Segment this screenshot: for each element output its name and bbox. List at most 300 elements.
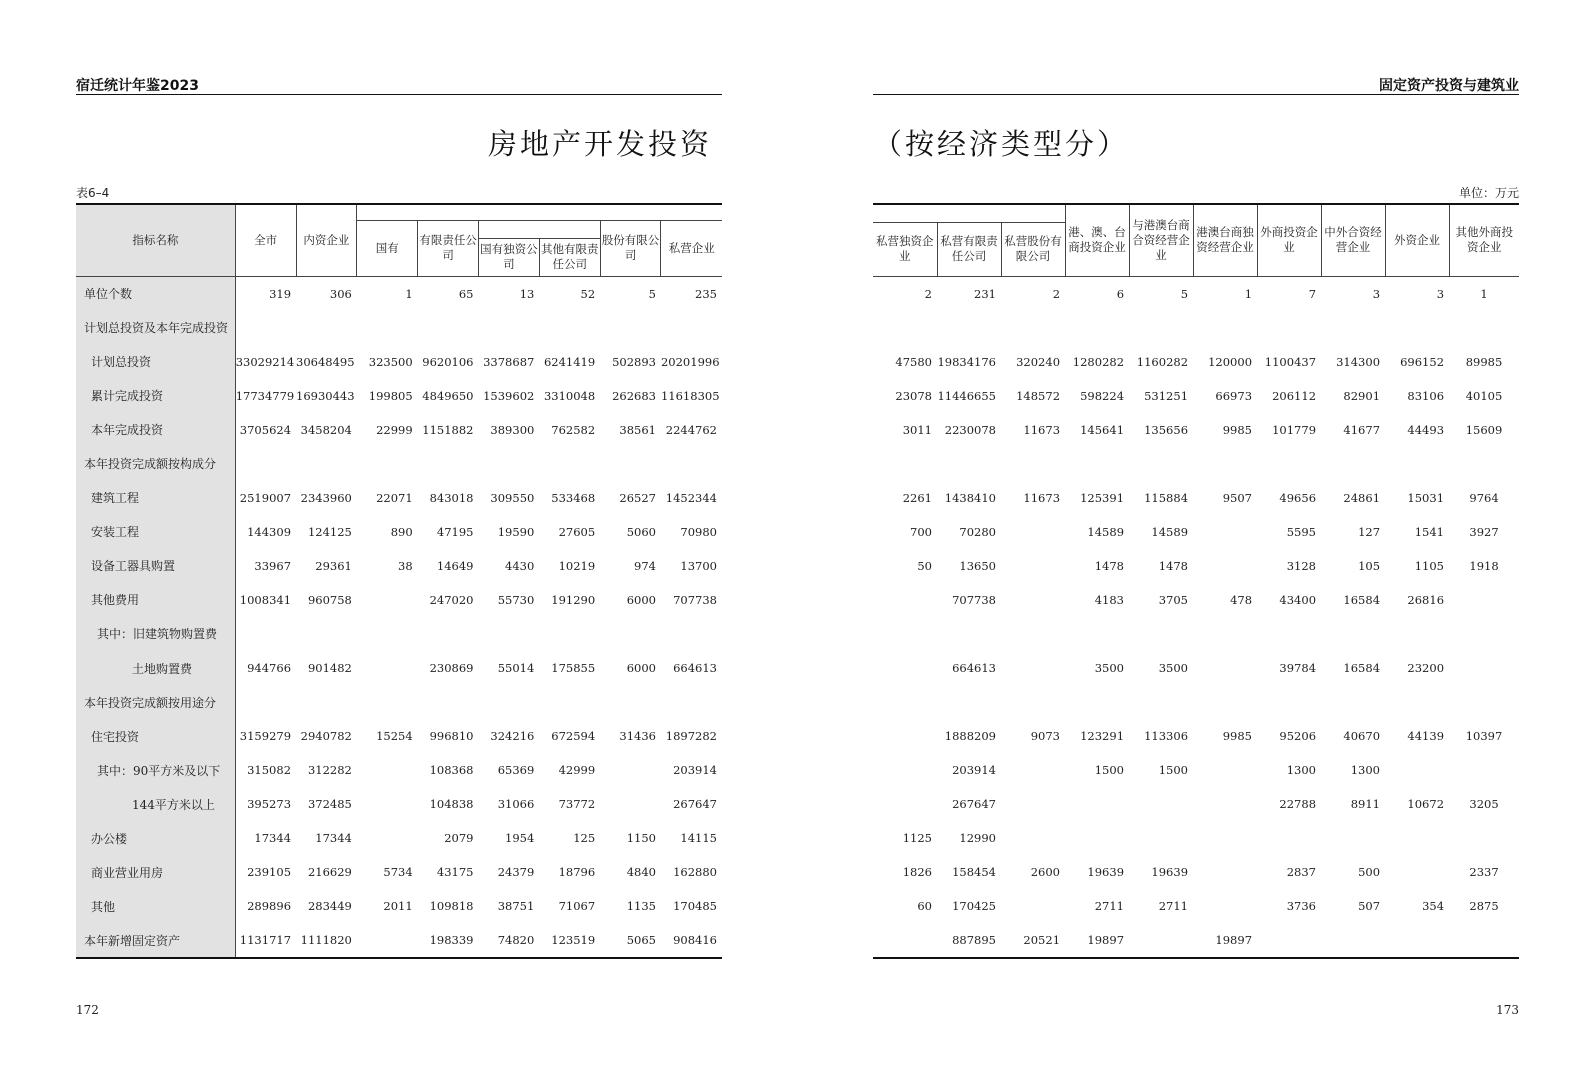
table-cell [539, 447, 600, 481]
table-row [76, 481, 722, 515]
table-cell [1001, 515, 1065, 549]
table-cell: 41677 [1343, 422, 1381, 437]
table-cell: 123519 [551, 933, 596, 948]
row-label: 其他费用 [76, 583, 235, 617]
table-cell [661, 685, 722, 719]
table-cell: 101779 [1272, 422, 1317, 437]
header-other-foreign: 其他外商投资企业 [1449, 204, 1519, 276]
table-cell: 9507 [1222, 490, 1253, 505]
table-cell [418, 447, 479, 481]
table-cell [235, 311, 296, 345]
header-hmt: 港、澳、台商投资企业 [1065, 204, 1129, 276]
table-cell [357, 311, 418, 345]
row-label: 其他 [76, 889, 235, 923]
table-cell [873, 685, 937, 719]
header-private-sole: 私营独资企业 [873, 222, 937, 276]
table-cell: 104838 [429, 797, 474, 812]
table-cell: 1897282 [665, 729, 717, 744]
table-cell: 12990 [959, 831, 996, 846]
table-cell [600, 753, 661, 787]
table-cell [1257, 821, 1321, 855]
table-cell: 507 [1358, 899, 1381, 914]
table-cell [1065, 617, 1129, 651]
table-cell: 19639 [1151, 865, 1189, 880]
table-cell: 1500 [1094, 763, 1125, 778]
table-cell: 65 [458, 286, 474, 301]
table-cell [357, 447, 418, 481]
table-cell [1001, 549, 1065, 583]
table-cell [1193, 787, 1257, 821]
table-cell [1385, 753, 1449, 787]
row-label: 商业营业用房 [76, 855, 235, 889]
table-cell: 500 [1358, 865, 1381, 880]
table-cell: 2011 [383, 899, 413, 914]
table-cell [296, 447, 357, 481]
table-cell: 113306 [1144, 729, 1189, 744]
table-cell: 306 [329, 286, 352, 301]
table-cell: 1131717 [239, 933, 292, 948]
table-cell [357, 651, 418, 685]
header-rule-left [76, 94, 722, 95]
table-cell: 31066 [497, 797, 535, 812]
table-cell: 533468 [551, 490, 596, 505]
table-row [873, 549, 1519, 583]
table-cell [479, 617, 540, 651]
table-cell: 1150 [626, 831, 656, 846]
table-cell: 1918 [1469, 558, 1499, 573]
table-cell [937, 685, 1001, 719]
table-cell [539, 685, 600, 719]
table-cell: 11446655 [937, 388, 996, 403]
table-cell: 13700 [680, 558, 717, 573]
table-cell: 3736 [1286, 899, 1317, 914]
table-cell: 2343960 [300, 490, 352, 505]
table-row [76, 276, 722, 311]
header-private-llc: 私营有限责任公司 [937, 222, 1001, 276]
table-cell: 170425 [952, 899, 996, 914]
table-cell: 55014 [497, 661, 535, 676]
table-cell: 18796 [558, 865, 596, 880]
table-cell: 50 [917, 558, 932, 573]
table-cell: 13 [519, 286, 535, 301]
table-cell: 2 [924, 286, 932, 301]
table-cell: 2230078 [944, 422, 996, 437]
table-cell: 6241419 [543, 354, 596, 369]
table-cell: 95206 [1279, 729, 1317, 744]
table-cell: 71067 [558, 899, 596, 914]
table-cell [1001, 311, 1065, 345]
table-cell: 2711 [1094, 899, 1125, 914]
table-cell [1257, 311, 1321, 345]
table-body-right [873, 276, 1519, 958]
table-cell: 696152 [1400, 354, 1445, 369]
table-cell: 1452344 [665, 490, 717, 505]
table-cell: 38751 [497, 899, 535, 914]
table-cell: 7 [1308, 286, 1317, 301]
table-cell: 1135 [626, 899, 656, 914]
row-label: 计划总投资及本年完成投资 [76, 311, 235, 345]
row-label: 办公楼 [76, 821, 235, 855]
table-cell [539, 617, 600, 651]
table-cell [661, 617, 722, 651]
table-row [873, 821, 1519, 855]
table-cell: 707738 [673, 592, 717, 607]
table-row [76, 855, 722, 889]
table-cell [539, 311, 600, 345]
header-private-stock: 私营股份有限公司 [1001, 222, 1065, 276]
right-page [873, 0, 1519, 1077]
table-cell [873, 651, 937, 685]
table-row [873, 379, 1519, 413]
table-cell: 283449 [307, 899, 352, 914]
table-cell: 24379 [497, 865, 535, 880]
table-cell [296, 311, 357, 345]
table-cell: 16584 [1343, 661, 1381, 676]
table-cell: 52 [580, 286, 596, 301]
table-cell: 203914 [952, 763, 996, 778]
table-cell: 262683 [612, 388, 656, 403]
table-cell: 9073 [1030, 729, 1061, 744]
table-cell [1193, 855, 1257, 889]
table-cell: 14649 [436, 558, 474, 573]
table-cell: 33029214 [235, 354, 295, 369]
table-cell: 2337 [1469, 865, 1499, 880]
table-cell: 16584 [1343, 592, 1381, 607]
table-cell: 70280 [959, 524, 996, 539]
header-rule-right [873, 94, 1519, 95]
table-cell: 22071 [376, 490, 413, 505]
table-cell [1065, 821, 1129, 855]
table-cell: 309550 [490, 490, 535, 505]
table-cell: 6000 [626, 592, 656, 607]
table-cell: 47195 [436, 524, 474, 539]
table-cell [357, 617, 418, 651]
table-cell [357, 923, 418, 958]
table-cell: 315082 [247, 763, 292, 778]
table-cell [937, 447, 1001, 481]
table-cell: 5065 [626, 933, 656, 948]
table-cell: 3500 [1158, 661, 1189, 676]
table-cell: 125391 [1080, 490, 1125, 505]
table-cell: 14115 [680, 831, 717, 846]
table-cell: 30648495 [296, 354, 355, 369]
table-cell: 42999 [558, 763, 596, 778]
table-cell [1385, 923, 1449, 958]
table-cell: 20521 [1023, 933, 1061, 948]
table-cell: 707738 [952, 592, 996, 607]
table-row [873, 651, 1519, 685]
table-cell [1193, 311, 1257, 345]
table-row [76, 617, 722, 651]
table-cell [418, 311, 479, 345]
table-row [76, 549, 722, 583]
table-row [76, 753, 722, 787]
table-cell: 230869 [429, 661, 474, 676]
table-row [76, 889, 722, 923]
table-cell: 1 [405, 286, 413, 301]
table-cell: 19897 [1087, 933, 1125, 948]
table-row [873, 685, 1519, 719]
table-row [873, 583, 1519, 617]
table-cell: 974 [634, 558, 656, 573]
table-cell: 908416 [673, 933, 717, 948]
table-cell [1321, 311, 1385, 345]
table-cell: 3159279 [239, 729, 292, 744]
table-cell [873, 617, 937, 651]
table-cell: 1541 [1414, 524, 1445, 539]
table-cell [1193, 753, 1257, 787]
header-joint-stock: 股份有限公司 [600, 220, 661, 276]
table-cell: 1438410 [944, 490, 996, 505]
table-cell [600, 311, 661, 345]
table-cell: 2600 [1030, 865, 1061, 880]
table-cell [479, 311, 540, 345]
table-cell [1449, 447, 1519, 481]
table-cell [1001, 821, 1065, 855]
table-row [76, 685, 722, 719]
table-cell: 843018 [429, 490, 474, 505]
table-cell: 1300 [1286, 763, 1317, 778]
table-cell [418, 617, 479, 651]
table-cell: 27605 [558, 524, 596, 539]
table-cell [357, 753, 418, 787]
table-cell: 22788 [1279, 797, 1317, 812]
table-cell: 312282 [307, 763, 352, 778]
table-cell: 19897 [1215, 933, 1253, 948]
table-cell [479, 447, 540, 481]
table-cell [1129, 923, 1193, 958]
table-cell: 3205 [1469, 797, 1499, 812]
table-cell: 55730 [497, 592, 535, 607]
table-cell: 1111820 [300, 933, 352, 948]
row-label: 本年投资完成额按用途分 [76, 685, 235, 719]
table-cell [1001, 753, 1065, 787]
table-cell: 5595 [1286, 524, 1317, 539]
table-row [873, 345, 1519, 379]
table-cell [1193, 821, 1257, 855]
table-cell: 14589 [1151, 524, 1189, 539]
table-cell: 115884 [1144, 490, 1189, 505]
table-cell: 216629 [307, 865, 352, 880]
table-row [873, 855, 1519, 889]
table-cell: 14589 [1087, 524, 1125, 539]
table-cell: 144309 [247, 524, 292, 539]
table-row [76, 787, 722, 821]
table-cell [1257, 923, 1321, 958]
table-cell [1257, 617, 1321, 651]
table-cell: 8911 [1350, 797, 1381, 812]
table-cell: 33967 [254, 558, 292, 573]
table-cell: 109818 [429, 899, 474, 914]
table-cell: 49656 [1279, 490, 1317, 505]
table-cell [357, 821, 418, 855]
table-cell [1449, 311, 1519, 345]
table-cell: 3705624 [239, 422, 292, 437]
table-cell: 39784 [1279, 661, 1317, 676]
table-cell: 2940782 [300, 729, 352, 744]
table-cell: 1100437 [1264, 354, 1317, 369]
table-cell: 323500 [368, 354, 413, 369]
table-cell: 44139 [1407, 729, 1445, 744]
table-cell [873, 447, 937, 481]
table-cell [418, 685, 479, 719]
table-cell: 3 [1372, 286, 1381, 301]
table-cell: 531251 [1144, 388, 1189, 403]
table-cell: 239105 [247, 865, 292, 880]
header-spacer-top [357, 204, 722, 220]
table-cell: 11673 [1023, 422, 1061, 437]
table-cell [1129, 821, 1193, 855]
table-cell: 1105 [1414, 558, 1445, 573]
table-cell: 10672 [1407, 797, 1445, 812]
table-row [76, 515, 722, 549]
table-cell: 198339 [429, 933, 474, 948]
table-cell: 148572 [1016, 388, 1061, 403]
header-other-llc: 其他有限责任公司 [539, 238, 600, 276]
table-cell: 664613 [952, 661, 996, 676]
table-cell: 2875 [1469, 899, 1499, 914]
header-indicator: 指标名称 [76, 204, 235, 276]
table-cell [235, 617, 296, 651]
table-cell: 314300 [1336, 354, 1381, 369]
table-row [76, 583, 722, 617]
table-cell: 17344 [315, 831, 352, 846]
table-cell: 1008341 [239, 592, 292, 607]
table-cell: 4430 [505, 558, 535, 573]
table-cell [1449, 617, 1519, 651]
table-cell: 38561 [619, 422, 656, 437]
table-cell: 158454 [952, 865, 996, 880]
header-state-sole: 国有独资公司 [479, 238, 540, 276]
header-foreign: 外商投资企业 [1257, 204, 1321, 276]
table-cell: 105 [1358, 558, 1381, 573]
table-cell: 235 [695, 286, 717, 301]
table-cell [1001, 583, 1065, 617]
table-cell: 127 [1358, 524, 1381, 539]
table-cell [661, 311, 722, 345]
table-cell: 324216 [490, 729, 535, 744]
table-cell: 887895 [952, 933, 996, 948]
table-cell: 1280282 [1072, 354, 1125, 369]
table-cell: 17344 [254, 831, 292, 846]
table-cell: 15031 [1407, 490, 1445, 505]
table-cell [1193, 651, 1257, 685]
table-cell: 1151882 [422, 422, 474, 437]
table-cell: 83106 [1407, 388, 1445, 403]
table-cell: 3458204 [300, 422, 352, 437]
table-cell: 125 [573, 831, 596, 846]
table-cell [1385, 311, 1449, 345]
table-cell: 395273 [247, 797, 292, 812]
table-cell: 43400 [1279, 592, 1317, 607]
table-cell: 354 [1422, 899, 1445, 914]
table-row [873, 923, 1519, 958]
table-cell [235, 447, 296, 481]
table-cell: 231 [974, 286, 996, 301]
table-cell [1193, 617, 1257, 651]
table-cell [600, 787, 661, 821]
table-cell: 38 [398, 558, 413, 573]
table-cell: 2519007 [239, 490, 292, 505]
table-cell: 19639 [1087, 865, 1125, 880]
table-cell: 26816 [1407, 592, 1445, 607]
table-row [76, 447, 722, 481]
table-cell: 65369 [497, 763, 535, 778]
table-cell: 15254 [376, 729, 413, 744]
table-cell: 944766 [247, 661, 292, 676]
table-row [76, 651, 722, 685]
table-cell: 2079 [444, 831, 474, 846]
table-cell: 3705 [1158, 592, 1189, 607]
table-cell: 26527 [619, 490, 656, 505]
table-cell: 320240 [1016, 354, 1061, 369]
table-cell: 60 [917, 899, 932, 914]
table-cell: 960758 [307, 592, 352, 607]
table-cell: 267647 [952, 797, 996, 812]
table-row [76, 379, 722, 413]
table-cell: 3128 [1286, 558, 1317, 573]
table-cell [235, 685, 296, 719]
table-cell [1321, 685, 1385, 719]
table-cell: 135656 [1144, 422, 1189, 437]
header-llc-sub-spacer [479, 220, 601, 238]
table-cell [357, 685, 418, 719]
row-label: 本年投资完成额按构成分 [76, 447, 235, 481]
table-cell: 1 [1244, 286, 1253, 301]
table-cell: 20201996 [660, 354, 720, 369]
table-cell: 3927 [1469, 524, 1499, 539]
table-cell: 3 [1436, 286, 1445, 301]
table-cell [661, 447, 722, 481]
table-cell [1001, 889, 1065, 923]
table-cell: 9985 [1222, 729, 1253, 744]
table-cell: 3500 [1094, 661, 1125, 676]
table-cell: 2244762 [665, 422, 717, 437]
table-cell: 700 [910, 524, 932, 539]
header-foreign-owned: 外资企业 [1385, 204, 1449, 276]
table-cell: 13650 [959, 558, 996, 573]
table-cell [1449, 583, 1519, 617]
header-sino-foreign: 中外合资经营企业 [1321, 204, 1385, 276]
table-cell [873, 719, 937, 753]
table-cell: 9985 [1222, 422, 1253, 437]
table-cell: 1478 [1158, 558, 1189, 573]
table-cell: 43175 [436, 865, 474, 880]
table-row [873, 447, 1519, 481]
table-cell: 372485 [307, 797, 352, 812]
table-cell [1193, 889, 1257, 923]
row-label: 土地购置费 [76, 651, 235, 685]
table-body-left [76, 276, 722, 958]
table-cell: 4183 [1094, 592, 1125, 607]
table-row [76, 719, 722, 753]
table-cell [1193, 685, 1257, 719]
table-cell: 2711 [1158, 899, 1189, 914]
table-cell [479, 685, 540, 719]
unit-label: 单位：万元 [1458, 186, 1519, 200]
row-label: 设备工器具购置 [76, 549, 235, 583]
table-cell: 19834176 [937, 354, 996, 369]
table-cell: 247020 [429, 592, 474, 607]
table-cell [1001, 651, 1065, 685]
table-cell [1385, 685, 1449, 719]
table-cell: 9764 [1469, 490, 1499, 505]
table-cell: 199805 [368, 388, 413, 403]
table-cell: 31436 [619, 729, 656, 744]
table-row [873, 515, 1519, 549]
table-cell: 66973 [1215, 388, 1253, 403]
table-cell [873, 787, 937, 821]
